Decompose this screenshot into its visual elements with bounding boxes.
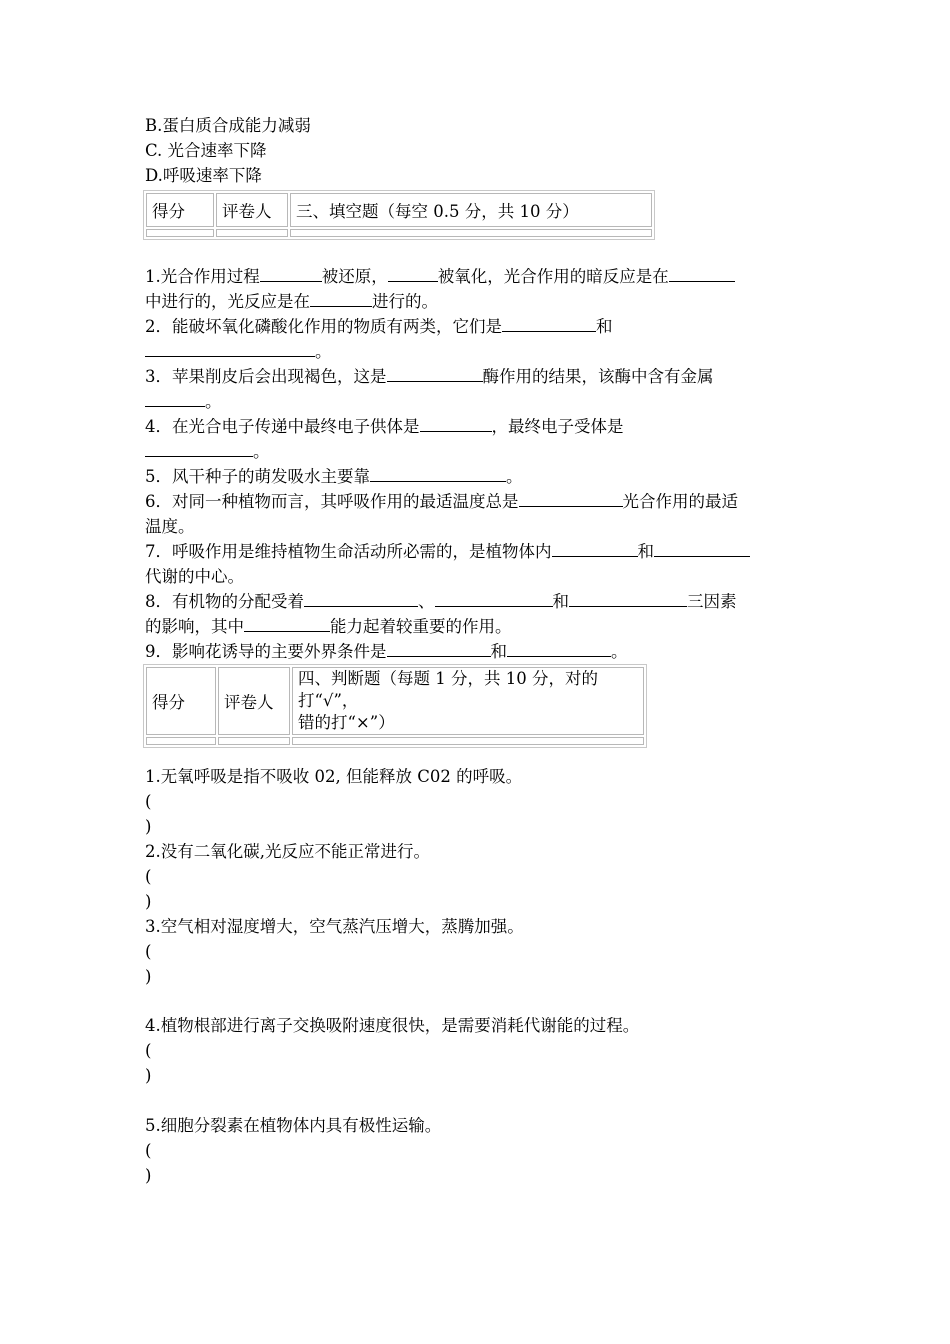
judge-q1: 1.无氧呼吸是指不吸收 02, 但能释放 C02 的呼吸。 bbox=[145, 767, 523, 786]
fill-q1-line2: 中进行的，光反应是在 进行的。 bbox=[145, 292, 438, 311]
answer-open-paren: ( bbox=[145, 1141, 152, 1160]
blank bbox=[435, 591, 553, 607]
judge-q5: 5.细胞分裂素在植物体内具有极性运输。 bbox=[145, 1116, 442, 1135]
title-blank bbox=[290, 229, 652, 237]
blank bbox=[519, 491, 623, 507]
fill-q3-line2: 。 bbox=[145, 389, 222, 414]
fill-q6-line2: 温度。 bbox=[145, 517, 195, 536]
score-blank bbox=[146, 737, 216, 745]
fill-q7-line1: 7．呼吸作用是维持植物生命活动所必需的，是植物体内 和 bbox=[145, 539, 750, 564]
fill-q3-line1: 3．苹果削皮后会出现褐色，这是 酶作用的结果，该酶中含有金属 bbox=[145, 367, 714, 386]
fill-q1-line1: 1.光合作用过程 被还原， 被氧化，光合作用的暗反应是在 bbox=[145, 264, 735, 289]
fill-q9: 9．影响花诱导的主要外界条件是 和 。 bbox=[145, 642, 628, 661]
score-cell: 得分 bbox=[146, 193, 214, 227]
title-blank bbox=[292, 737, 644, 745]
judge-q4: 4.植物根部进行离子交换吸附速度很快，是需要消耗代谢能的过程。 bbox=[145, 1016, 640, 1035]
answer-open-paren: ( bbox=[145, 792, 152, 811]
judge-q3: 3.空气相对湿度增大，空气蒸汽压增大，蒸腾加强。 bbox=[145, 917, 524, 936]
blank bbox=[145, 391, 205, 407]
blank bbox=[420, 416, 492, 432]
answer-close-paren: ) bbox=[145, 817, 152, 836]
reviewer-cell: 评卷人 bbox=[216, 193, 288, 227]
fill-q5: 5．风干种子的萌发吸水主要靠 。 bbox=[145, 467, 523, 486]
blank bbox=[654, 541, 750, 557]
judge-q2: 2.没有二氧化碳,光反应不能正常进行。 bbox=[145, 842, 430, 861]
blank bbox=[388, 266, 438, 282]
fill-q2-line2: 。 bbox=[145, 339, 332, 364]
option-b: B.蛋白质合成能力减弱 bbox=[145, 116, 311, 135]
reviewer-blank bbox=[216, 229, 288, 237]
answer-close-paren: ) bbox=[145, 967, 152, 986]
fill-q4-line1: 4．在光合电子传递中最终电子供体是 ，最终电子受体是 bbox=[145, 417, 624, 436]
section-title: 三、填空题（每空 0.5 分，共 10 分） bbox=[290, 193, 652, 227]
fill-q7-line2: 代谢的中心。 bbox=[145, 567, 244, 586]
blank bbox=[310, 291, 372, 307]
score-table-judge bbox=[143, 664, 647, 748]
answer-open-paren: ( bbox=[145, 867, 152, 886]
fill-q6-line1: 6．对同一种植物而言，其呼吸作用的最适温度总是 光合作用的最适 bbox=[145, 492, 738, 511]
blank bbox=[304, 591, 418, 607]
option-d: D.呼吸速率下降 bbox=[145, 166, 262, 185]
blank bbox=[387, 641, 491, 657]
blank bbox=[387, 366, 483, 382]
fill-q8-line1: 8．有机物的分配受着 、 和 三因素 bbox=[145, 592, 737, 611]
reviewer-cell: 评卷人 bbox=[218, 667, 290, 735]
option-c: C. 光合速率下降 bbox=[145, 141, 267, 160]
answer-close-paren: ) bbox=[145, 892, 152, 911]
answer-open-paren: ( bbox=[145, 1041, 152, 1060]
reviewer-blank bbox=[218, 737, 290, 745]
answer-open-paren: ( bbox=[145, 942, 152, 961]
blank bbox=[145, 341, 315, 357]
score-cell: 得分 bbox=[146, 667, 216, 735]
blank bbox=[370, 466, 506, 482]
blank bbox=[669, 266, 735, 282]
section-title: 四、判断题（每题 1 分，共 10 分，对的打“√”， 错的打“×”） bbox=[292, 667, 644, 735]
answer-close-paren: ) bbox=[145, 1166, 152, 1185]
blank bbox=[569, 591, 687, 607]
score-blank bbox=[146, 229, 214, 237]
blank bbox=[552, 541, 638, 557]
blank bbox=[507, 641, 611, 657]
fill-q8-line2: 的影响，其中 能力起着较重要的作用。 bbox=[145, 617, 512, 636]
blank bbox=[502, 316, 596, 332]
blank bbox=[244, 616, 330, 632]
fill-q2-line1: 2．能破坏氧化磷酸化作用的物质有两类，它们是 和 bbox=[145, 317, 613, 336]
score-table-fill bbox=[143, 190, 655, 240]
blank bbox=[145, 441, 253, 457]
blank bbox=[260, 266, 322, 282]
fill-q4-line2: 。 bbox=[145, 439, 270, 464]
answer-close-paren: ) bbox=[145, 1066, 152, 1085]
